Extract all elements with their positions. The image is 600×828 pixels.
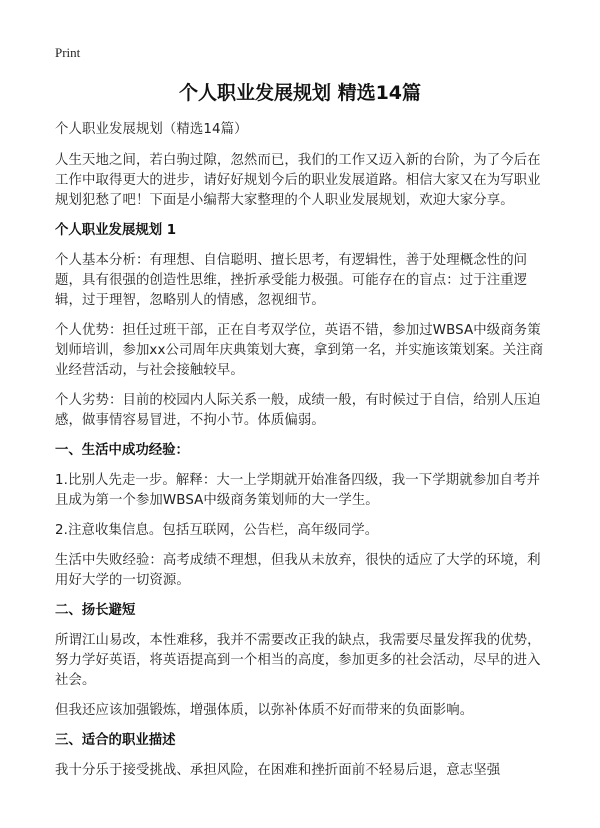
failure-paragraph: 生活中失败经验：高考成绩不理想，但我从未放弃，很快的适应了大学的环境，利用好大学的一切资源。: [55, 553, 541, 588]
section-heading-plan-1: 个人职业发展规划 1: [55, 223, 177, 238]
success-item-2: 2.注意收集信息。包括互联网，公告栏，高年级同学。: [55, 523, 379, 538]
article-body: [55, 120, 545, 791]
career-description: 我十分乐于接受挑战、承担风险，在困难和挫折面前不轻易后退，意志坚强: [55, 763, 501, 778]
section-heading-strengths: 二、扬长避短: [55, 603, 136, 618]
page-title: 个人职业发展规划 精选14篇: [178, 82, 422, 104]
exercise-paragraph: 但我还应该加强锻炼，增强体质，以弥补体质不好而带来的负面影响。: [55, 703, 474, 718]
success-item-1: 1.比别人先走一步。解释：大一上学期就开始准备四级，我一下学期就参加自考并且成为第一个参加WBSA中级商务策划师的大一学生。: [55, 473, 541, 508]
intro-paragraph: 人生天地之间，若白驹过隙，忽然而已，我们的工作又迈入新的台阶，为了今后在工作中取得更大的进步，请好好规划今后的职业发展道路。相信大家又在为写职业规划犯愁了吧！下面是小编帮大家整理的个人职业发展规划，欢迎大家分享。: [55, 153, 541, 208]
analysis-paragraph: 个人基本分析：有理想、自信聪明、擅长思考，有逻辑性，善于处理概念性的问题，具有很强的创造性思维，挫折承受能力极强。可能存在的盲点：过于注重逻辑，过于理智，忽略别人的情感，忽视细节。: [55, 253, 528, 308]
strengths-plan-paragraph: 所谓江山易改，本性难移，我并不需要改正我的缺点，我需要尽量发挥我的优势，努力学好英语，将英语提高到一个相当的高度，参加更多的社会活动，尽早的进入社会。: [55, 633, 541, 688]
print-link[interactable]: Print: [55, 45, 81, 60]
weaknesses-paragraph: 个人劣势：目前的校园内人际关系一般，成绩一般，有时候过于自信，给别人压迫感，做事情容易冒进，不拘小节。体质偏弱。: [55, 393, 541, 428]
strengths-paragraph: 个人优势：担任过班干部，正在自考双学位，英语不错，参加过WBSA中级商务策划师培训，参加xx公司周年庆典策划大赛，拿到第一名，并实施该策划案。关注商业经营活动，与社会接触较早。: [55, 323, 544, 378]
article-subtitle: 个人职业发展规划（精选14篇）: [55, 122, 248, 137]
section-heading-success: 一、生活中成功经验：: [55, 443, 189, 458]
section-heading-career: 三、适合的职业描述: [55, 733, 176, 748]
